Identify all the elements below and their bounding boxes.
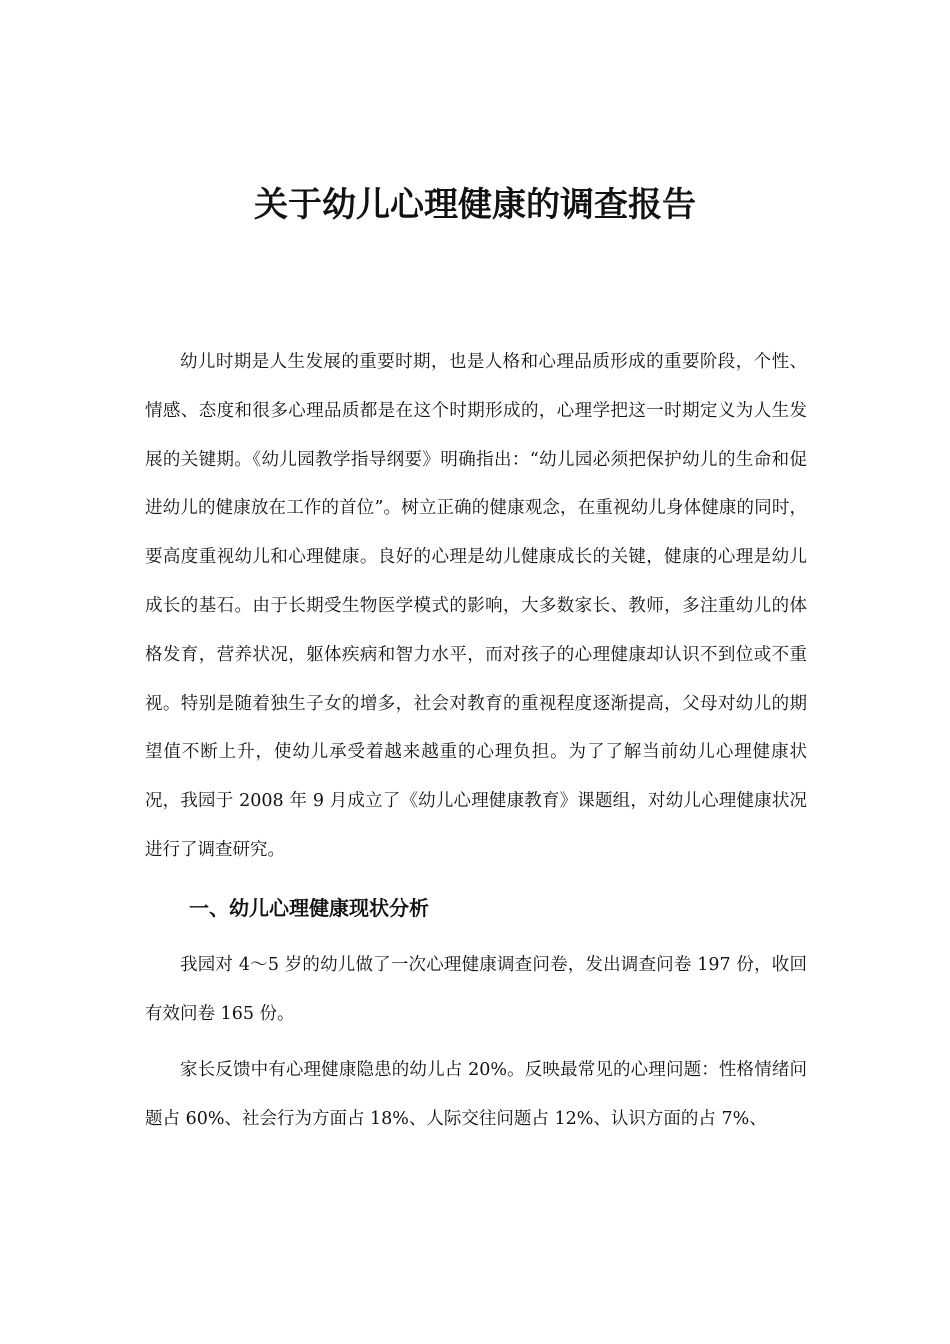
section-heading-current-status: 一、幼儿心理健康现状分析 xyxy=(189,895,429,920)
document-body xyxy=(145,338,807,1144)
findings-paragraph: 家长反馈中有心理健康隐患的幼儿占 20%。反映最常见的心理问题：性格情绪问题占 60%、社会行为方面占 18%、人际交往问题占 12%、认识方面的占 7%、 xyxy=(145,1060,807,1130)
survey-paragraph: 我园对 4～5 岁的幼儿做了一次心理健康调查问卷，发出调查问卷 197 份，收回有效问卷 165 份。 xyxy=(145,954,807,1024)
document-title: 关于幼儿心理健康的调查报告 xyxy=(254,185,696,225)
intro-paragraph: 幼儿时期是人生发展的重要时期，也是人格和心理品质形成的重要阶段，个性、情感、态度和很多心理品质都是在这个时期形成的，心理学把这一时期定义为人生发展的关键期。《幼儿园教学指导纲要》明确指出：“幼儿园必须把保护幼儿的生命和促进幼儿的健康放在工作的首位”。树立正确的健康观念，在重视幼儿身体健康的同时，要高度重视幼儿和心理健康。良好的心理是幼儿健康成长的关键，健康的心理是幼儿成长的基石。由于长期受生物医学模式的影响，大多数家长、教师，多注重幼儿的体格发育，营养状况，躯体疾病和智力水平，而对孩子的心理健康却认识不到位或不重视。特别是随着独生子女的增多，社会对教育的重视程度逐渐提高，父母对幼儿的期望值不断上升，使幼儿承受着越来越重的心理负担。为了了解当前幼儿心理健康状况，我园于 2008 年 9 月成立了《幼儿心理健康教育》课题组，对幼儿心理健康状况进行了调查研究。 xyxy=(145,352,807,860)
